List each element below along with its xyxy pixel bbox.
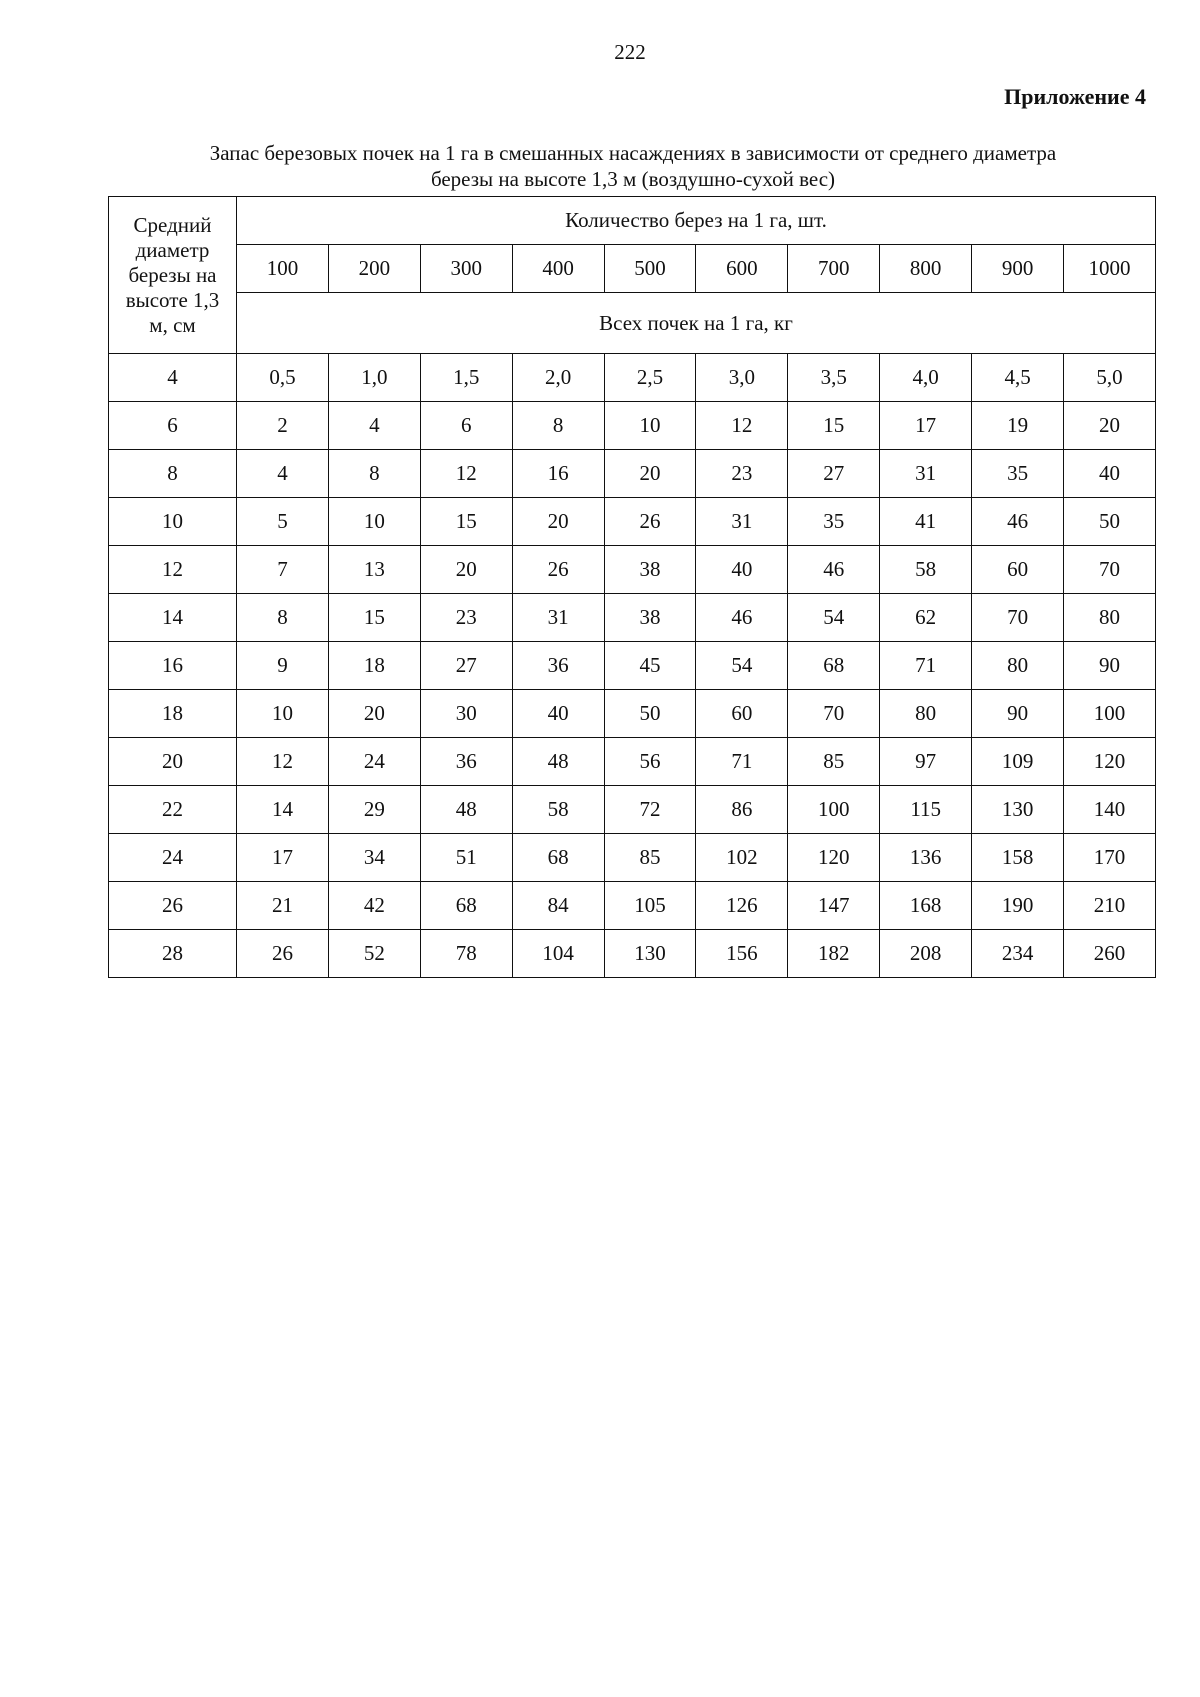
diameter-cell: 16: [109, 642, 237, 690]
header-tree-count-cell: 600: [696, 245, 788, 293]
buds-weight-cell: 40: [512, 690, 604, 738]
buds-weight-cell: 46: [972, 498, 1064, 546]
header-tree-count-cell: 200: [328, 245, 420, 293]
birch-buds-table: [108, 196, 1156, 978]
buds-weight-cell: 130: [972, 786, 1064, 834]
buds-weight-cell: 120: [1064, 738, 1156, 786]
table-body: [109, 354, 1156, 978]
buds-weight-cell: 56: [604, 738, 696, 786]
header-diameter-line: березы на: [128, 262, 217, 287]
buds-weight-cell: 100: [788, 786, 880, 834]
table-row: [109, 594, 1156, 642]
buds-weight-cell: 48: [512, 738, 604, 786]
buds-weight-cell: 90: [972, 690, 1064, 738]
diameter-cell: 4: [109, 354, 237, 402]
buds-weight-cell: 24: [328, 738, 420, 786]
table-caption-line: березы на высоте 1,3 м (воздушно-сухой вес): [430, 167, 836, 191]
buds-weight-cell: 170: [1064, 834, 1156, 882]
buds-weight-cell: 9: [237, 642, 329, 690]
buds-weight-cell: 210: [1064, 882, 1156, 930]
table-row: [109, 786, 1156, 834]
buds-weight-cell: 26: [237, 930, 329, 978]
header-diameter-line: диаметр: [135, 237, 210, 262]
table-row: [109, 690, 1156, 738]
buds-weight-cell: 42: [328, 882, 420, 930]
buds-weight-cell: 168: [880, 882, 972, 930]
header-diameter-line: м, см: [149, 312, 196, 337]
buds-weight-cell: 3,5: [788, 354, 880, 402]
buds-weight-cell: 23: [420, 594, 512, 642]
table-header-row: [109, 245, 1156, 293]
page-number: 222: [614, 40, 646, 64]
buds-weight-cell: 182: [788, 930, 880, 978]
buds-weight-cell: 4: [328, 402, 420, 450]
buds-weight-cell: 156: [696, 930, 788, 978]
buds-weight-cell: 30: [420, 690, 512, 738]
buds-weight-cell: 104: [512, 930, 604, 978]
table-row: [109, 834, 1156, 882]
table-row: [109, 882, 1156, 930]
buds-weight-cell: 29: [328, 786, 420, 834]
buds-weight-cell: 86: [696, 786, 788, 834]
buds-weight-cell: 234: [972, 930, 1064, 978]
buds-weight-cell: 97: [880, 738, 972, 786]
buds-weight-cell: 16: [512, 450, 604, 498]
buds-weight-cell: 36: [420, 738, 512, 786]
buds-weight-cell: 70: [972, 594, 1064, 642]
buds-weight-cell: 58: [880, 546, 972, 594]
buds-weight-cell: 15: [788, 402, 880, 450]
table-row: [109, 498, 1156, 546]
buds-weight-cell: 12: [696, 402, 788, 450]
table-header: [109, 197, 1156, 354]
buds-weight-cell: 1,5: [420, 354, 512, 402]
buds-weight-cell: 27: [788, 450, 880, 498]
buds-weight-cell: 102: [696, 834, 788, 882]
buds-weight-cell: 68: [788, 642, 880, 690]
buds-weight-cell: 208: [880, 930, 972, 978]
buds-weight-cell: 136: [880, 834, 972, 882]
buds-weight-cell: 126: [696, 882, 788, 930]
buds-weight-cell: 2: [237, 402, 329, 450]
buds-weight-cell: 84: [512, 882, 604, 930]
header-tree-count-cell: 500: [604, 245, 696, 293]
diameter-cell: 8: [109, 450, 237, 498]
header-tree-count-cell: 300: [420, 245, 512, 293]
buds-weight-cell: 35: [972, 450, 1064, 498]
buds-weight-cell: 51: [420, 834, 512, 882]
table-row: [109, 738, 1156, 786]
buds-weight-cell: 10: [604, 402, 696, 450]
buds-weight-cell: 4,5: [972, 354, 1064, 402]
buds-weight-cell: 58: [512, 786, 604, 834]
buds-weight-cell: 35: [788, 498, 880, 546]
buds-weight-cell: 20: [328, 690, 420, 738]
buds-weight-cell: 78: [420, 930, 512, 978]
buds-weight-cell: 8: [328, 450, 420, 498]
buds-weight-cell: 60: [972, 546, 1064, 594]
diameter-cell: 22: [109, 786, 237, 834]
buds-weight-cell: 21: [237, 882, 329, 930]
buds-weight-cell: 2,5: [604, 354, 696, 402]
buds-weight-cell: 68: [420, 882, 512, 930]
diameter-cell: 28: [109, 930, 237, 978]
buds-weight-cell: 46: [696, 594, 788, 642]
diameter-cell: 10: [109, 498, 237, 546]
buds-weight-cell: 34: [328, 834, 420, 882]
buds-weight-cell: 17: [237, 834, 329, 882]
buds-weight-cell: 54: [788, 594, 880, 642]
buds-weight-cell: 70: [788, 690, 880, 738]
buds-weight-cell: 147: [788, 882, 880, 930]
buds-weight-cell: 4: [237, 450, 329, 498]
buds-weight-cell: 31: [696, 498, 788, 546]
header-unit-cell: Всех почек на 1 га, кг: [237, 293, 1156, 354]
buds-weight-cell: 71: [696, 738, 788, 786]
table-row: [109, 450, 1156, 498]
buds-weight-cell: 90: [1064, 642, 1156, 690]
buds-weight-cell: 85: [604, 834, 696, 882]
buds-weight-cell: 12: [237, 738, 329, 786]
buds-weight-cell: 20: [420, 546, 512, 594]
buds-weight-cell: 45: [604, 642, 696, 690]
buds-weight-cell: 115: [880, 786, 972, 834]
buds-weight-cell: 5,0: [1064, 354, 1156, 402]
buds-weight-cell: 100: [1064, 690, 1156, 738]
buds-weight-cell: 80: [880, 690, 972, 738]
header-tree-count-cell: 1000: [1064, 245, 1156, 293]
buds-weight-cell: 15: [420, 498, 512, 546]
appendix-label: Приложение 4: [1004, 84, 1146, 109]
buds-weight-cell: 10: [237, 690, 329, 738]
buds-weight-cell: 13: [328, 546, 420, 594]
header-tree-count-cell: 900: [972, 245, 1064, 293]
buds-weight-cell: 68: [512, 834, 604, 882]
buds-weight-cell: 80: [1064, 594, 1156, 642]
buds-weight-cell: 19: [972, 402, 1064, 450]
buds-weight-cell: 8: [237, 594, 329, 642]
table-row: [109, 354, 1156, 402]
buds-weight-cell: 31: [512, 594, 604, 642]
buds-weight-cell: 120: [788, 834, 880, 882]
buds-weight-cell: 6: [420, 402, 512, 450]
buds-weight-cell: 50: [604, 690, 696, 738]
buds-weight-cell: 2,0: [512, 354, 604, 402]
diameter-cell: 12: [109, 546, 237, 594]
buds-weight-cell: 20: [512, 498, 604, 546]
buds-weight-cell: 1,0: [328, 354, 420, 402]
diameter-cell: 6: [109, 402, 237, 450]
buds-weight-cell: 140: [1064, 786, 1156, 834]
header-tree-count-group: Количество берез на 1 га, шт.: [237, 197, 1156, 245]
header-tree-count-cell: 100: [237, 245, 329, 293]
buds-weight-cell: 50: [1064, 498, 1156, 546]
buds-weight-cell: 130: [604, 930, 696, 978]
buds-weight-cell: 62: [880, 594, 972, 642]
diameter-cell: 26: [109, 882, 237, 930]
table-row: [109, 546, 1156, 594]
buds-weight-cell: 23: [696, 450, 788, 498]
table-caption-line: Запас березовых почек на 1 га в смешанных насаждениях в зависимости от среднего диаметра: [209, 141, 1057, 165]
buds-weight-cell: 5: [237, 498, 329, 546]
buds-weight-cell: 4,0: [880, 354, 972, 402]
buds-weight-cell: 38: [604, 594, 696, 642]
buds-weight-cell: 109: [972, 738, 1064, 786]
buds-weight-cell: 0,5: [237, 354, 329, 402]
buds-weight-cell: 190: [972, 882, 1064, 930]
diameter-cell: 24: [109, 834, 237, 882]
buds-weight-cell: 71: [880, 642, 972, 690]
buds-weight-cell: 41: [880, 498, 972, 546]
header-tree-count-cell: 800: [880, 245, 972, 293]
buds-weight-cell: 38: [604, 546, 696, 594]
diameter-cell: 20: [109, 738, 237, 786]
buds-weight-cell: 85: [788, 738, 880, 786]
buds-weight-cell: 60: [696, 690, 788, 738]
buds-weight-cell: 26: [604, 498, 696, 546]
buds-weight-cell: 12: [420, 450, 512, 498]
buds-weight-cell: 80: [972, 642, 1064, 690]
header-tree-count-cell: 700: [788, 245, 880, 293]
diameter-cell: 18: [109, 690, 237, 738]
header-tree-count-cell: 400: [512, 245, 604, 293]
header-diameter-line: Средний: [133, 212, 212, 237]
header-diameter-line: высоте 1,3: [125, 287, 220, 312]
buds-weight-cell: 36: [512, 642, 604, 690]
buds-weight-cell: 105: [604, 882, 696, 930]
table-row: [109, 642, 1156, 690]
buds-weight-cell: 14: [237, 786, 329, 834]
buds-weight-cell: 52: [328, 930, 420, 978]
buds-weight-cell: 46: [788, 546, 880, 594]
table-row: [109, 402, 1156, 450]
buds-weight-cell: 40: [1064, 450, 1156, 498]
buds-weight-cell: 54: [696, 642, 788, 690]
buds-weight-cell: 18: [328, 642, 420, 690]
buds-weight-cell: 20: [1064, 402, 1156, 450]
diameter-cell: 14: [109, 594, 237, 642]
buds-weight-cell: 17: [880, 402, 972, 450]
table-caption: [108, 140, 1158, 192]
buds-weight-cell: 3,0: [696, 354, 788, 402]
buds-weight-cell: 27: [420, 642, 512, 690]
table-header-row: [109, 197, 1156, 245]
buds-weight-cell: 10: [328, 498, 420, 546]
buds-weight-cell: 8: [512, 402, 604, 450]
buds-weight-cell: 31: [880, 450, 972, 498]
buds-weight-cell: 48: [420, 786, 512, 834]
table-header-row: [109, 293, 1156, 354]
buds-weight-cell: 7: [237, 546, 329, 594]
buds-weight-cell: 260: [1064, 930, 1156, 978]
buds-weight-cell: 20: [604, 450, 696, 498]
buds-weight-cell: 70: [1064, 546, 1156, 594]
buds-weight-cell: 72: [604, 786, 696, 834]
buds-weight-cell: 26: [512, 546, 604, 594]
table-row: [109, 930, 1156, 978]
buds-weight-cell: 158: [972, 834, 1064, 882]
buds-weight-cell: 15: [328, 594, 420, 642]
buds-weight-cell: 40: [696, 546, 788, 594]
header-diameter-cell: [109, 197, 237, 354]
